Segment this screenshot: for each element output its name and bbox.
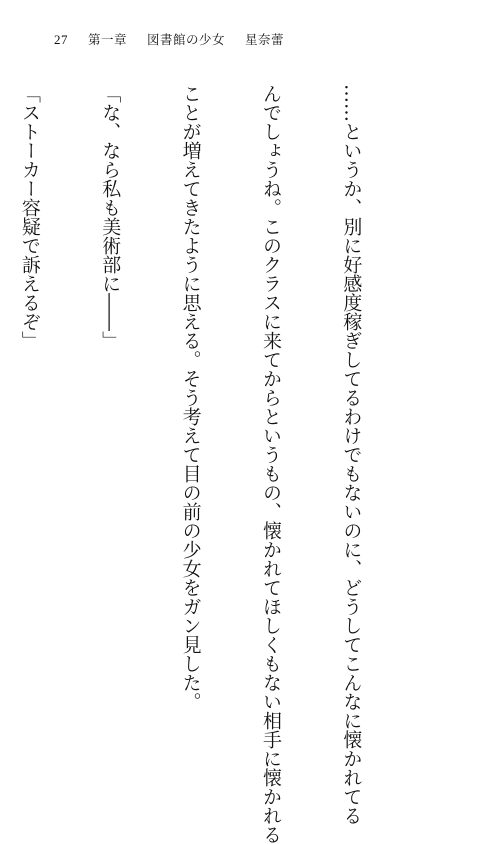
text-line: 「な、なら私も美術部に――」 [99, 84, 122, 350]
text-line: んでしょうね。このクラスに来てからというもの、懐かれてほしくもない相手に懐かれる [260, 84, 283, 844]
page-number: 27 [54, 32, 68, 47]
text-line: ……というか、別に好感度稼ぎしてるわけでもないのに、どうしてこんなに懐かれてる [340, 84, 363, 825]
character-name: 星奈蕾 [245, 32, 285, 47]
vertical-text-body [0, 84, 418, 844]
running-header [54, 30, 284, 48]
text-line: ことが増えてきたように思える。そう考えて目の前の少女をガン見した。 [179, 84, 202, 711]
text-line: 「ストーカー容疑で訴えるぞ」 [18, 84, 41, 350]
chapter-label: 第一章 [88, 32, 128, 47]
chapter-title: 図書館の少女 [147, 32, 226, 47]
